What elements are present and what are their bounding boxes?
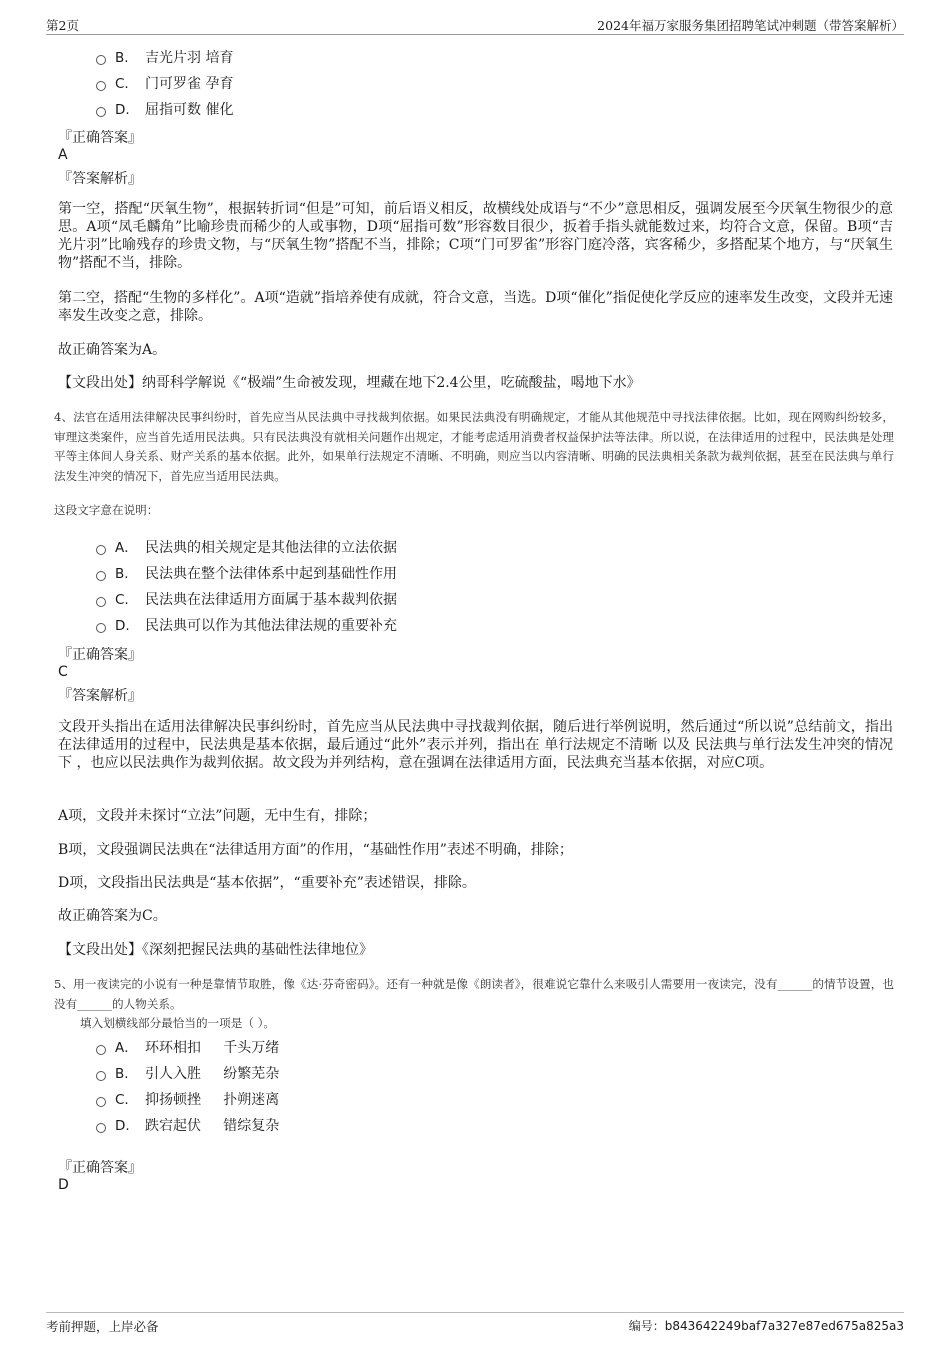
page-header (46, 16, 904, 35)
radio-icon[interactable] (96, 623, 106, 633)
question-prompt: 填入划横线部分最恰当的一项是（ ）。 (80, 1016, 275, 1030)
answer-value: C (58, 664, 68, 680)
analysis-paragraph: B项，文段强调民法典在“法律适用方面”的作用，“基础性作用”表述不明确，排除； (58, 842, 573, 858)
radio-icon[interactable] (96, 1123, 106, 1133)
option-d[interactable]: D. 民法典可以作为其他法律法规的重要补充 (96, 616, 397, 636)
analysis-paragraph: D项，文段指出民法典是“基本依据”，“重要补充”表述错误，排除。 (58, 875, 476, 891)
option-c[interactable]: C. 门可罗雀 孕育 (96, 74, 233, 94)
option-a[interactable]: A． 民法典的相关规定是其他法律的立法依据 (96, 538, 397, 558)
analysis-paragraph: 文段开头指出在适用法律解决民事纠纷时，首先应当从民法典中寻找裁判依据，随后进行举例说明，然后通过“所以说”总结前文，指出在法律适用的过程中，民法典是基本依据，最后通过“此外”表示并列，指出在 单行法规定不清晰 以及 民法典与单行法发生冲突的情况下 ，也应以民法典作为裁判依据。故文段为并列结构，意在强调在法律适用方面，民法典充当基本依据，对应C项。 (58, 719, 893, 771)
radio-icon[interactable] (96, 597, 106, 607)
radio-icon[interactable] (96, 1071, 106, 1081)
analysis-label: 『答案解析』 (58, 688, 142, 704)
source-citation: 【文段出处】纳哥科学解说《“极端”生命被发现，埋藏在地下2.4公里，吃硫酸盐，喝地下水》 (58, 375, 641, 391)
source-citation: 【文段出处】《深刻把握民法典的基础性法律地位》 (58, 942, 373, 958)
radio-icon[interactable] (96, 571, 106, 581)
document-id: 编号：b843642249baf7a327e87ed675a825a3 (628, 1319, 904, 1333)
analysis-paragraph: 第一空，搭配“厌氧生物”，根据转折词“但是”可知，前后语义相反，故横线处成语与“不少”意思相反，强调发展至今厌氧生物很少的意思。A项“凤毛麟角”比喻珍贵而稀少的人或事物，D项“屈指可数”形容数目很少，扳着手指头就能数过来，均符合文意，保留。B项“吉光片羽”比喻残存的珍贵文物，与“厌氧生物”搭配不当，排除；C项“门可罗雀”形容门庭冷落，宾客稀少，多搭配某个地方，与“厌氧生物”搭配不当，排除。 (58, 201, 893, 271)
option-b[interactable]: B. 引人入胜 纷繁芜杂 (96, 1064, 279, 1084)
option-c[interactable]: C. 民法典在法律适用方面属于基本裁判依据 (96, 590, 397, 610)
answer-label: 『正确答案』 (58, 130, 142, 146)
option-c[interactable]: C. 抑扬顿挫 扑朔迷离 (96, 1090, 279, 1110)
option-d[interactable]: D. 跌宕起伏 错综复杂 (96, 1116, 279, 1136)
radio-icon[interactable] (96, 545, 106, 555)
option-b[interactable]: B. 吉光片羽 培育 (96, 48, 233, 68)
question-stem: 5、用一夜读完的小说有一种是靠情节取胜，像《达·芬奇密码》。还有一种就是像《朗读者》，很难说它靠什么来吸引人需要用一夜读完，没有______的情节设置，也没有______的人物关系。 (54, 977, 894, 1011)
radio-icon[interactable] (96, 107, 106, 117)
answer-value: A (58, 147, 68, 163)
option-a[interactable]: A． 环环相扣 千头万绪 (96, 1038, 279, 1058)
analysis-paragraph: A项，文段并未探讨“立法”问题，无中生有，排除； (58, 808, 377, 824)
radio-icon[interactable] (96, 1097, 106, 1107)
radio-icon[interactable] (96, 81, 106, 91)
answer-value: D (58, 1177, 69, 1193)
question-stem: 4、法官在适用法律解决民事纠纷时，首先应当从民法典中寻找裁判依据。如果民法典没有明确规定，才能从其他规范中寻找法律依据。比如，现在网购纠纷较多，审理这类案件，应当首先适用民法典。只有民法典没有就相关问题作出规定，才能考虑适用消费者权益保护法等法律。所以说，在法律适用的过程中，民法典是处理平等主体间人身关系、财产关系的基本依据。此外，如果单行法规定不清晰、不明确，则应当以内容清晰、明确的民法典相关条款为裁判依据，甚至在民法典与单行法发生冲突的情况下，首先应当适用民法典。 (54, 410, 894, 483)
page-number: 第2页 (46, 18, 79, 33)
analysis-conclusion: 故正确答案为A。 (58, 342, 167, 358)
analysis-label: 『答案解析』 (58, 171, 142, 187)
footer-slogan: 考前押题，上岸必备 (46, 1319, 159, 1334)
question-prompt: 这段文字意在说明： (54, 503, 159, 517)
analysis-paragraph: 第二空，搭配“生物的多样化”。A项“造就”指培养使有成就，符合文意，当选。D项“催化”指促使化学反应的速率发生改变，文段并无速率发生改变之意，排除。 (58, 290, 893, 324)
radio-icon[interactable] (96, 1045, 106, 1055)
answer-label: 『正确答案』 (58, 1160, 142, 1176)
document-title: 2024年福万家服务集团招聘笔试冲刺题（带答案解析） (597, 18, 904, 33)
page-footer (46, 1312, 904, 1337)
analysis-conclusion: 故正确答案为C。 (58, 908, 167, 924)
answer-label: 『正确答案』 (58, 647, 142, 663)
radio-icon[interactable] (96, 55, 106, 65)
option-d[interactable]: D. 屈指可数 催化 (96, 100, 233, 120)
option-b[interactable]: B. 民法典在整个法律体系中起到基础性作用 (96, 564, 397, 584)
